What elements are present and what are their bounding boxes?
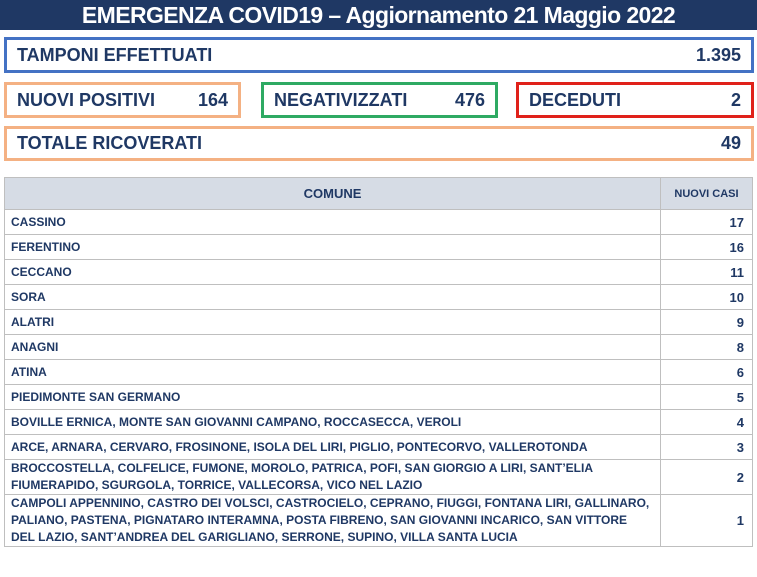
totale-ricoverati-label: TOTALE RICOVERATI <box>17 133 203 153</box>
comune-cell: ANAGNI <box>5 335 661 360</box>
table-row <box>5 310 753 335</box>
tamponi-box <box>4 37 754 73</box>
casi-cell: 1 <box>661 495 753 547</box>
table-row <box>5 260 753 285</box>
comuni-table <box>4 177 753 547</box>
casi-cell: 8 <box>661 335 753 360</box>
comune-cell: FERENTINO <box>5 235 661 260</box>
page-title: EMERGENZA COVID19 – Aggiornamento 21 Maggio 2022 <box>0 0 757 30</box>
nuovi-positivi-value: 164 <box>197 89 228 110</box>
deceduti-box <box>516 82 754 118</box>
casi-cell: 5 <box>661 385 753 410</box>
comune-cell: SORA <box>5 285 661 310</box>
table-row <box>5 360 753 385</box>
casi-cell: 3 <box>661 435 753 460</box>
deceduti-label: DECEDUTI <box>529 89 622 110</box>
negativizzati-box <box>261 82 498 118</box>
table-row <box>5 235 753 260</box>
totale-ricoverati-value: 49 <box>720 133 741 153</box>
casi-cell: 11 <box>661 260 753 285</box>
table-row <box>5 460 753 495</box>
table-header-row <box>5 178 753 210</box>
table-row <box>5 435 753 460</box>
table-row <box>5 385 753 410</box>
comune-cell: CECCANO <box>5 260 661 285</box>
totale-ricoverati-box <box>4 126 754 161</box>
casi-cell: 9 <box>661 310 753 335</box>
nuovi-positivi-box <box>4 82 241 118</box>
casi-cell: 2 <box>661 460 753 495</box>
negativizzati-label: NEGATIVIZZATI <box>274 89 408 110</box>
comune-cell: PIEDIMONTE SAN GERMANO <box>5 385 661 410</box>
casi-cell: 4 <box>661 410 753 435</box>
tamponi-label: TAMPONI EFFETTUATI <box>17 44 213 65</box>
header-comune: COMUNE <box>5 178 661 210</box>
table-row <box>5 285 753 310</box>
casi-cell: 17 <box>661 210 753 235</box>
deceduti-value: 2 <box>730 89 741 110</box>
casi-cell: 10 <box>661 285 753 310</box>
casi-cell: 16 <box>661 235 753 260</box>
table-row <box>5 495 753 547</box>
comune-cell: ATINA <box>5 360 661 385</box>
comune-cell: BOVILLE ERNICA, MONTE SAN GIOVANNI CAMPANO, ROCCASECCA, VEROLI <box>5 410 661 435</box>
comune-cell: BROCCOSTELLA, COLFELICE, FUMONE, MOROLO, PATRICA, POFI, SAN GIORGIO A LIRI, SANT’ELIA FIUMERAPIDO, SGURGOLA, TORRICE, VALLECORSA, VICO NEL LAZIO <box>5 460 661 495</box>
table-row <box>5 335 753 360</box>
table-row <box>5 210 753 235</box>
comune-cell: ARCE, ARNARA, CERVARO, FROSINONE, ISOLA DEL LIRI, PIGLIO, PONTECORVO, VALLEROTONDA <box>5 435 661 460</box>
comune-cell: CAMPOLI APPENNINO, CASTRO DEI VOLSCI, CASTROCIELO, CEPRANO, FIUGGI, FONTANA LIRI, GALLINARO, PALIANO, PASTENA, PIGNATARO INTERAMNA, POSTA FIBRENO, SAN GIOVANNI INCARICO, SAN VITTORE DEL LAZIO, SANT’ANDREA DEL GARIGLIANO, SERRONE, SUPINO, VILLA SANTA LUCIA <box>5 495 661 547</box>
negativizzati-value: 476 <box>454 89 485 110</box>
table-row <box>5 410 753 435</box>
nuovi-positivi-label: NUOVI POSITIVI <box>17 89 156 110</box>
comune-cell: ALATRI <box>5 310 661 335</box>
casi-cell: 6 <box>661 360 753 385</box>
tamponi-value: 1.395 <box>695 44 741 65</box>
header-nuovi-casi: NUOVI CASI <box>661 178 753 210</box>
comune-cell: CASSINO <box>5 210 661 235</box>
